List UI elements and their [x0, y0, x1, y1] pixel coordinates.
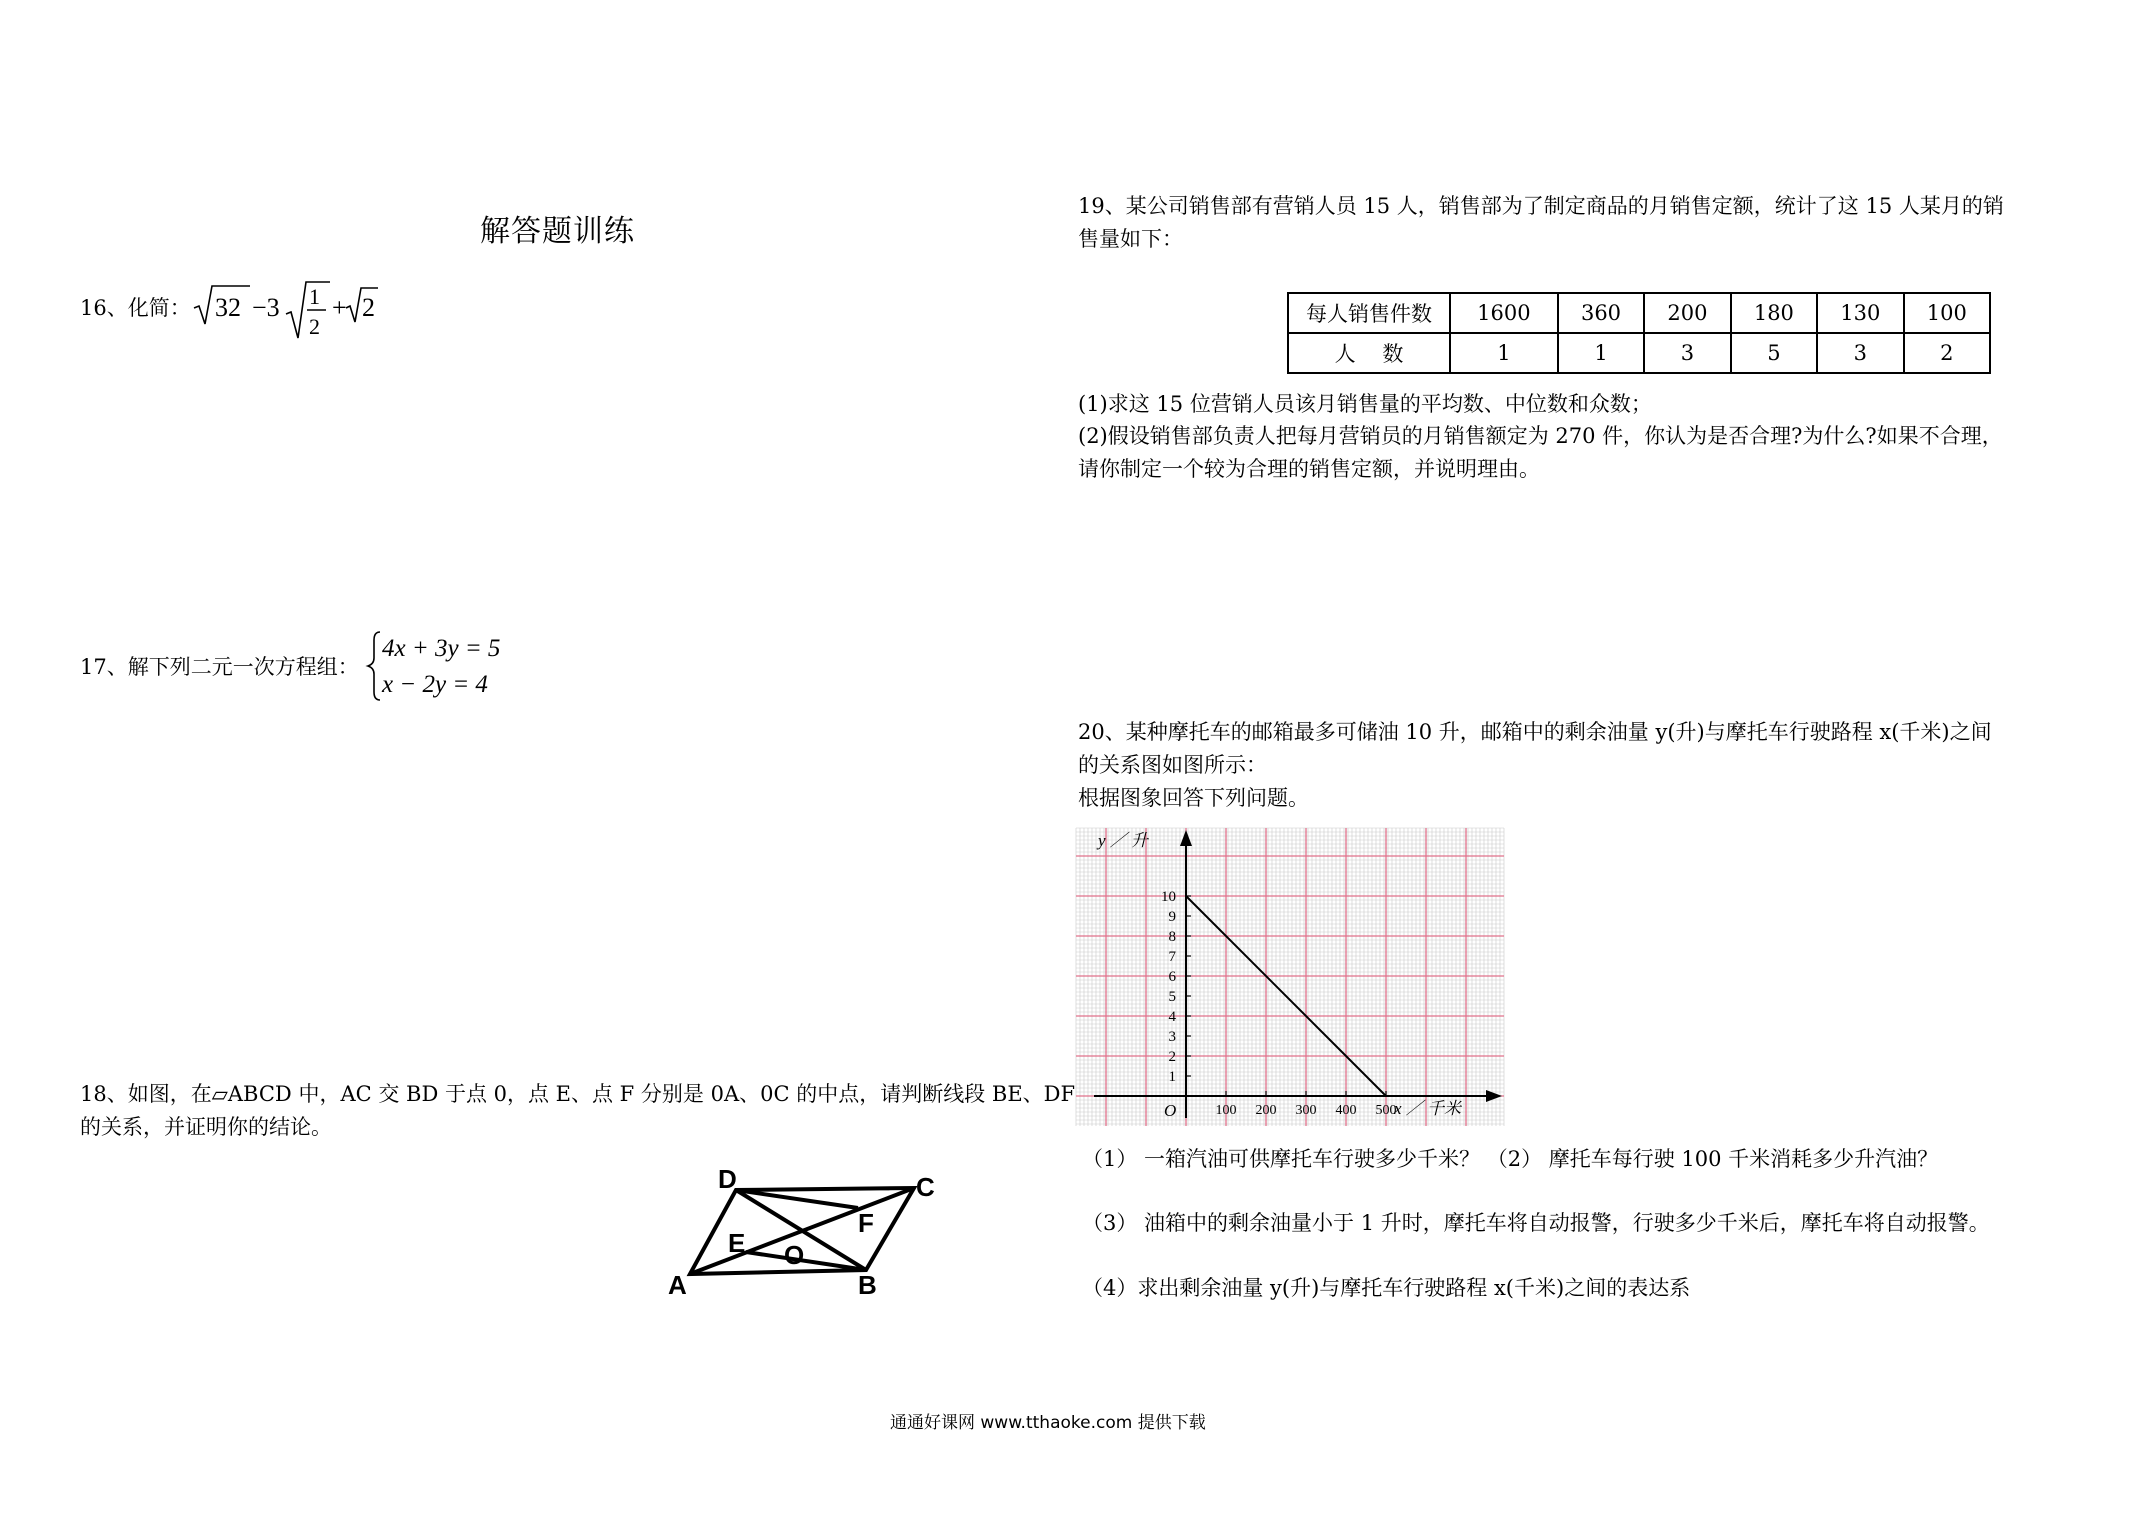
- q19-sub1: (1)求这 15 位营销人员该月销售量的平均数、中位数和众数；: [1078, 392, 1652, 416]
- q16-frac-num: 1: [309, 284, 320, 309]
- table-cell: 360: [1558, 293, 1644, 333]
- q20-q1-q2: （1） 一箱汽油可供摩托车行驶多少千米？ （2） 摩托车每行驶 100 千米消耗多少升汽油？: [1082, 1147, 1939, 1171]
- table-cell: 100: [1904, 293, 1990, 333]
- y-tick-label: 4: [1168, 1009, 1176, 1025]
- q20-q4: （4）求出剩余油量 y(升)与摩托车行驶路程 x(千米)之间的表达系: [1082, 1276, 1691, 1300]
- y-tick-label: 9: [1168, 909, 1176, 925]
- table-cell: 200: [1644, 293, 1730, 333]
- table-cell: 3: [1644, 333, 1730, 373]
- label-b: B: [858, 1270, 877, 1300]
- x-tick-label: 500: [1375, 1103, 1397, 1118]
- x-axis-label: x ／ 千米: [1394, 1099, 1462, 1118]
- table-cell: 1: [1450, 333, 1558, 373]
- table-cell: 每人销售件数: [1288, 293, 1450, 333]
- y-tick-label: 3: [1168, 1029, 1176, 1045]
- q16-plus: +: [332, 293, 347, 322]
- table-cell: 5: [1731, 333, 1817, 373]
- q18-line1: 18、如图，在▱ABCD 中，AC 交 BD 于点 0，点 E、点 F 分别是 0A、0C 的中点，请判断线段 BE、DF: [80, 1082, 1076, 1106]
- label-c: C: [916, 1172, 935, 1202]
- table-row: [1288, 293, 1990, 333]
- page-title: 解答题训练: [480, 214, 635, 249]
- q17-eq1: 4x + 3y = 5: [382, 635, 501, 662]
- parallelogram-figure: [650, 1160, 950, 1300]
- table-cell: 人 数: [1288, 333, 1450, 373]
- table-cell: 3: [1817, 333, 1903, 373]
- q18-line2: 的关系，并证明你的结论。: [80, 1115, 332, 1139]
- y-tick-label: 5: [1168, 989, 1176, 1005]
- q16-minus3: −3: [252, 293, 280, 322]
- origin-label: O: [1164, 1101, 1177, 1120]
- label-a: A: [668, 1270, 687, 1300]
- y-tick-label: 1: [1168, 1069, 1176, 1085]
- q19-sub3: 请你制定一个较为合理的销售定额，并说明理由。: [1078, 457, 1540, 481]
- x-tick-label: 200: [1255, 1103, 1277, 1118]
- q16-rad1: 32: [215, 293, 241, 322]
- chart-axes: [1094, 830, 1502, 1118]
- x-tick-label: 400: [1335, 1103, 1357, 1118]
- x-tick-label: 300: [1295, 1103, 1317, 1118]
- q17-prefix: 17、解下列二元一次方程组：: [80, 655, 359, 679]
- y-tick-label: 10: [1161, 889, 1176, 905]
- q19-sub2: (2)假设销售部负责人把每月营销员的月销售额定为 270 件，你认为是否合理?为什么?如果不合理，: [1078, 424, 2003, 448]
- q20-line2: 的关系图如图所示：: [1078, 753, 1267, 777]
- label-e: E: [728, 1228, 746, 1258]
- q20-q3: （3） 油箱中的剩余油量小于 1 升时，摩托车将自动报警，行驶多少千米后，摩托车将自动报警。: [1082, 1211, 1990, 1235]
- table-row: [1288, 333, 1990, 373]
- x-tick-label: 100: [1215, 1103, 1237, 1118]
- table-cell: 1: [1558, 333, 1644, 373]
- q16-frac-den: 2: [309, 314, 320, 339]
- y-axis-arrow: [1180, 830, 1192, 846]
- q19-line1: 19、某公司销售部有营销人员 15 人，销售部为了制定商品的月销售定额，统计了这 15 人某月的销: [1078, 194, 2004, 218]
- fuel-chart: [1076, 828, 1504, 1126]
- q16-prefix: 16、化简：: [80, 296, 191, 320]
- y-tick-label: 8: [1168, 929, 1176, 945]
- y-tick-label: 6: [1168, 969, 1176, 985]
- q17-system: [366, 626, 506, 706]
- table-cell: 130: [1817, 293, 1903, 333]
- q20-line3: 根据图象回答下列问题。: [1078, 786, 1309, 810]
- table-cell: 180: [1731, 293, 1817, 333]
- sales-table: [1287, 292, 1991, 374]
- table-cell: 2: [1904, 333, 1990, 373]
- q20-line1: 20、某种摩托车的邮箱最多可储油 10 升，邮箱中的剩余油量 y(升)与摩托车行驶路程 x(千米)之间: [1078, 720, 1992, 744]
- y-tick-label: 7: [1168, 949, 1176, 965]
- q16-rad3: 2: [362, 293, 375, 322]
- q19-line2: 售量如下：: [1078, 227, 1183, 251]
- footer-text: 通通好课网 www.tthaoke.com 提供下载: [890, 1413, 1206, 1433]
- label-o: O: [784, 1240, 805, 1270]
- y-tick-label: 2: [1168, 1049, 1176, 1065]
- label-f: F: [858, 1208, 874, 1238]
- y-axis-label: y ／ 升: [1098, 831, 1149, 850]
- q17-eq2: x − 2y = 4: [382, 671, 488, 698]
- q16-expression: [190, 278, 375, 342]
- chart-grid: [1076, 828, 1504, 1126]
- label-d: D: [718, 1164, 737, 1194]
- table-cell: 1600: [1450, 293, 1558, 333]
